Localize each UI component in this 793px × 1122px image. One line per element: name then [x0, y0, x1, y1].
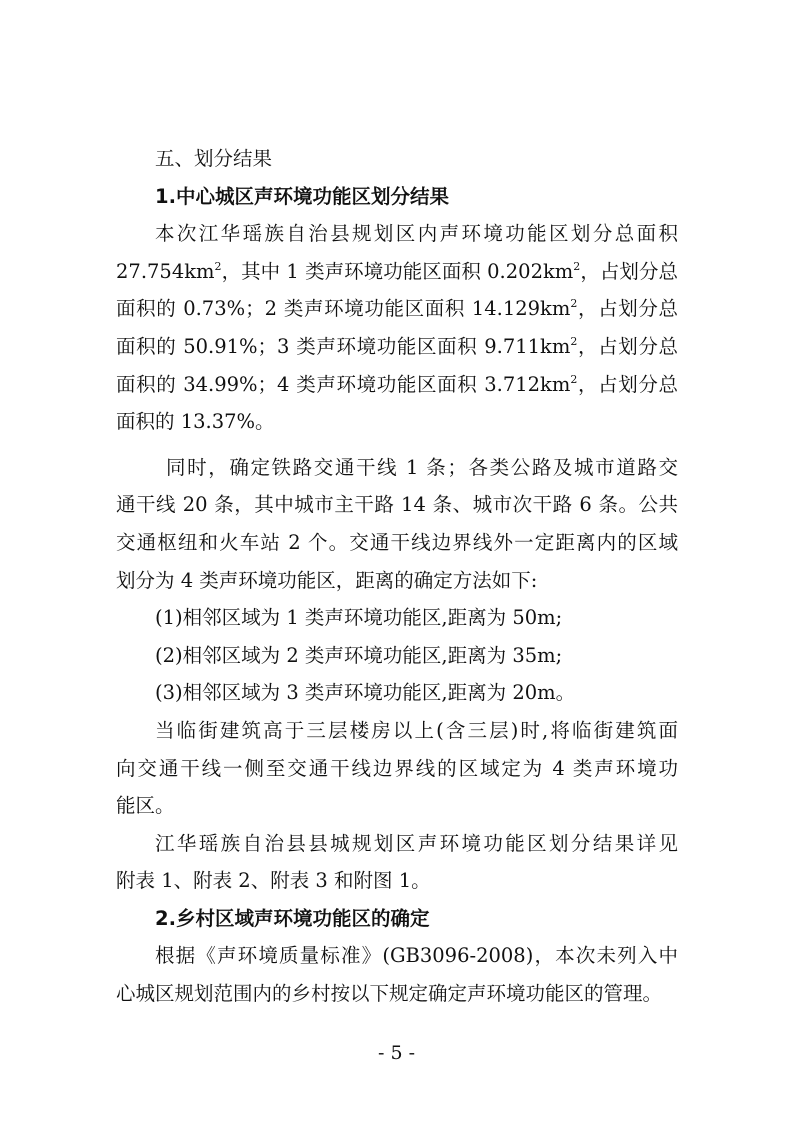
text-line: 附表 1、附表 2、附表 3 和附图 1。 [116, 869, 431, 893]
text-fragment: ，其中 1 类声环境功能区面积 0.202km [221, 259, 574, 283]
paragraph-gap [116, 441, 678, 449]
text-line: 本次江华瑶族自治县规划区内声环境功能区划分总面积 [155, 222, 678, 246]
text-line: 根据《声环境质量标准》(GB3096-2008)，本次未列入中 [155, 944, 678, 968]
text-fragment: ，占划分总 [577, 334, 678, 358]
list-item: (1)相邻区域为 1 类声环境功能区,距离为 50m; [155, 606, 563, 630]
text-line: 交通枢纽和火车站 2 个。交通干线边界线外一定距离内的区域 [116, 530, 678, 554]
text-line [116, 290, 678, 328]
text-fragment: 27.754km [116, 259, 215, 283]
text-fragment: ，占划分总 [577, 372, 678, 396]
superscript: 2 [570, 372, 578, 386]
paragraph-area-summary [116, 215, 678, 441]
text-fragment: ，占划分总 [580, 259, 678, 283]
paragraph-traffic [116, 449, 678, 599]
superscript: 2 [214, 259, 222, 273]
text-line [116, 328, 678, 366]
text-line: 江华瑶族自治县县城规划区声环境功能区划分结果详见 [155, 831, 678, 855]
text-line: 当临街建筑高于三层楼房以上(含三层)时,将临街建筑面 [155, 718, 678, 742]
paragraph-rural [116, 937, 678, 1012]
text-line: 同时，确定铁路交通干线 1 条；各类公路及城市道路交 [166, 455, 678, 479]
section-heading: 五、划分结果 [155, 147, 273, 170]
text-line: 划分为 4 类声环境功能区，距离的确定方法如下: [116, 568, 538, 592]
superscript: 2 [570, 297, 578, 311]
list-item: (2)相邻区域为 2 类声环境功能区,距离为 35m; [155, 643, 563, 667]
text-fragment: 面积的 50.91%；3 类声环境功能区面积 9.711km [116, 334, 571, 358]
text-line: 通干线 20 条，其中城市主干路 14 条、城市次干路 6 条。公共 [116, 493, 678, 517]
document-body [116, 140, 678, 1013]
text-line: 能区。 [116, 794, 175, 818]
text-fragment: 面积的 34.99%；4 类声环境功能区面积 3.712km [116, 372, 571, 396]
paragraph-attachments [116, 825, 678, 900]
text-line: 面积的 13.37%。 [116, 410, 275, 434]
paragraph-street-buildings [116, 712, 678, 825]
superscript: 2 [570, 334, 578, 348]
text-line [116, 253, 678, 291]
text-line [116, 366, 678, 404]
subsection-heading-1: 1.中心城区声环境功能区划分结果 [155, 184, 449, 208]
subsection-heading-2: 2.乡村区域声环境功能区的确定 [155, 906, 430, 930]
text-line: 心城区规划范围内的乡村按以下规定确定声环境功能区的管理。 [116, 982, 663, 1006]
superscript: 2 [573, 259, 581, 273]
text-line: 向交通干线一侧至交通干线边界线的区域定为 4 类声环境功 [116, 756, 678, 780]
distance-list [116, 599, 678, 712]
text-fragment: 面积的 0.73%；2 类声环境功能区面积 14.129km [116, 297, 571, 321]
list-item: (3)相邻区域为 3 类声环境功能区,距离为 20m。 [155, 681, 576, 705]
text-fragment: ，占划分总 [577, 297, 678, 321]
page-number: - 5 - [377, 1042, 415, 1064]
